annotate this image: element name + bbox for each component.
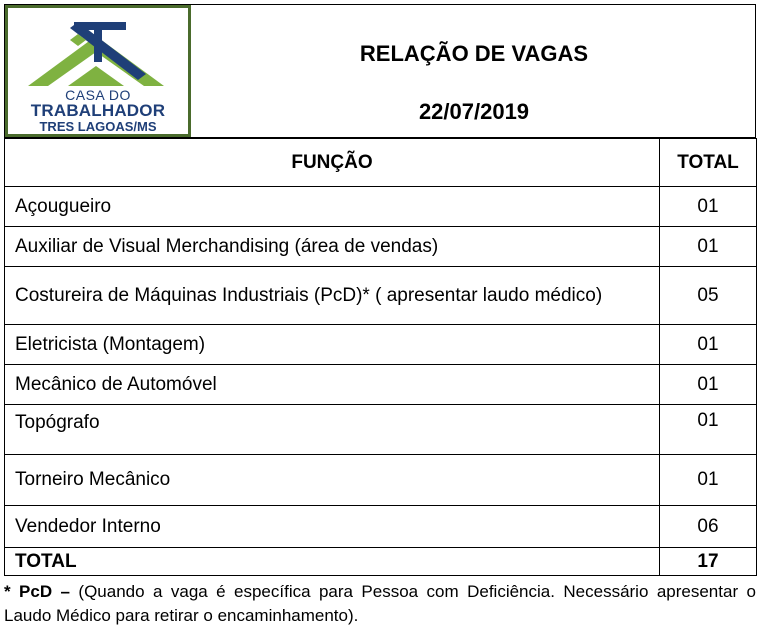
column-header-funcao: FUNÇÃO: [5, 139, 660, 187]
cell-funcao: Torneiro Mecânico: [5, 455, 660, 506]
table-row: [5, 365, 757, 405]
table-row: [5, 187, 757, 227]
logo-text-trabalhador: TRABALHADOR: [30, 101, 166, 120]
table-row: [5, 405, 757, 455]
cell-total: 01: [660, 455, 757, 506]
table-row: [5, 267, 757, 325]
cell-funcao: Costureira de Máquinas Industriais (PcD)* ( apresentar laudo médico): [5, 267, 660, 325]
table-row: [5, 227, 757, 267]
header: [4, 4, 756, 138]
cell-funcao: Açougueiro: [5, 187, 660, 227]
cell-total: 01: [660, 187, 757, 227]
cell-funcao: Auxiliar de Visual Merchandising (área de vendas): [5, 227, 660, 267]
cell-total: 01: [660, 325, 757, 365]
casa-do-trabalhador-logo: [5, 5, 191, 137]
cell-total: 01: [660, 227, 757, 267]
total-label: TOTAL: [5, 548, 660, 576]
table-row: [5, 506, 757, 548]
cell-total: 05: [660, 267, 757, 325]
cell-funcao: Eletricista (Montagem): [5, 325, 660, 365]
cell-funcao: Vendedor Interno: [5, 506, 660, 548]
footnote-term: * PcD –: [4, 582, 70, 601]
logo-text-city: TRES LAGOAS/MS: [39, 119, 157, 134]
total-value: 17: [660, 548, 757, 576]
cell-total: 01: [660, 365, 757, 405]
table-row: [5, 455, 757, 506]
table-total-row: [5, 548, 757, 576]
table-row: [5, 325, 757, 365]
cell-funcao: Mecânico de Automóvel: [5, 365, 660, 405]
cell-funcao: Topógrafo: [5, 405, 660, 455]
column-header-total: TOTAL: [660, 139, 757, 187]
vacancies-table: [4, 138, 757, 576]
table-header-row: [5, 139, 757, 187]
footnote: [4, 580, 756, 628]
roof-icon: [8, 8, 188, 88]
cell-total: 01: [660, 405, 757, 455]
logo-text-casa-do: CASA DO: [65, 87, 131, 103]
footnote-text: (Quando a vaga é específica para Pessoa com Deficiência. Necessário apresentar o Laudo Médico para retirar o encaminhamento).: [4, 582, 756, 625]
page-date: 22/07/2019: [418, 99, 530, 124]
cell-total: 06: [660, 506, 757, 548]
page-title: RELAÇÃO DE VAGAS: [359, 41, 589, 66]
